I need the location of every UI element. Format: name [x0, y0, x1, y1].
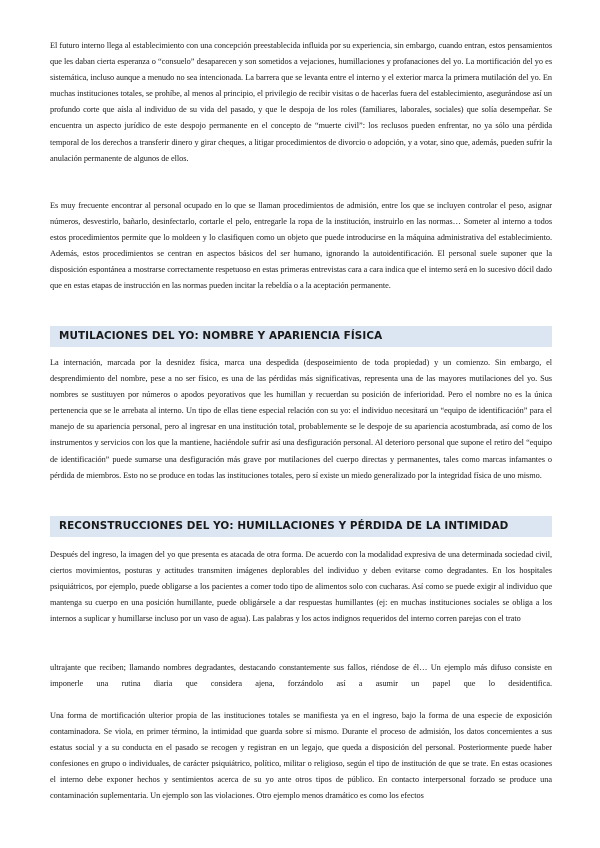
section-heading-mutilaciones: MUTILACIONES DEL YO: NOMBRE Y APARIENCIA FÍSICA	[50, 326, 552, 347]
section-2-paragraph-2: ultrajante que reciben; llamando nombres degradantes, destacando constantemente sus fallos, riéndose de él… Un ejemplo más difuso consiste en imponerle una rutina diaria que considera ajena, forzándolo así a asumir un papel que lo desidentifica.	[50, 663, 552, 689]
section-1-paragraph-1: La internación, marcada por la desnidez física, marca una despedida (desposeimiento de toda propiedad) y un comienzo. Sin embargo, el desprendimiento del nombre, pese a no ser físico, es una de las pérdidas más significativas, representa una de las mayores mutilaciones del yo. Sus nombres se sustituyen por números o apodos peyorativos que les humillan y recuerdan su posición de inferioridad. Pero el nombre no es la única pertenencia que se le arrebata al interno. Un tipo de ellas tiene especial relación con su yo: el individuo necesitará un “equipo de identificación” para el manejo de su apariencia personal, pero al ingresar en una institución total, probablemente se le despoje de su apariencia acostumbrada, así como de los instrumentos y servicios con los que la mantiene, haciéndole sufrir así una desfiguración personal. Al deterioro personal que supone el retiro del “equipo de identificación” puede sumarse una desfiguración más grave por mutilaciones del cuerpo directas y permanentes, tales como marcas infamantes o pérdida de miembros. Esto no se produce en todas las instituciones totales, pero sí existe un miedo generalizado por la integridad física de uno mismo.	[50, 358, 552, 480]
intro-paragraph-2: Es muy frecuente encontrar al personal ocupado en lo que se llaman procedimientos de admisión, entre los que se incluyen controlar el peso, asignar números, desvestirlo, bañarlo, desinfectarlo, cortarle el pelo, entregarle la ropa de la institución, instruirlo en las normas… Someter al interno a todos estos procedimientos permite que lo moldeen y lo clasifiquen como un objeto que puede introducirse en la máquina administrativa del establecimiento. Además, estos procedimientos se centran en aspectos básicos del ser humano, ignorando la autoidentificación. El personal suele suponer que la disposición espontánea a mostrarse correctamente respetuoso en estas primeras entrevistas cara a cara indica que el interno será en lo sucesivo dócil dado que en estas etapas de instrucción en las normas pueden incitar la rebeldía o a la aceptación permanente.	[50, 201, 552, 291]
intro-paragraph-1: El futuro interno llega al establecimiento con una concepción preestablecida influida por su experiencia, sin embargo, cuando entran, estos pensamientos que les daban cierta esperanza o “consuelo” desaparecen y son sometidos a vejaciones, humillaciones y profanaciones del yo. La mortificación del yo es sistemática, incluso aunque a menudo no sea intencionada. La barrera que se levanta entre el interno y el exterior marca la primera mutilación del yo. En muchas instituciones totales, se prohíbe, al menos al principio, el privilegio de recibir visitas o de hacerlas fuera del establecimiento, asegurándose así un profundo corte que aísla al individuo de su vida del pasado, y que le despoja de los roles (familiares, laborales, sociales) que solía desempeñar. Se encuentra un aspecto jurídico de este despojo permanente en el concepto de “muerte civil”: los reclusos pueden enfrentar, no ya sólo una pérdida temporal de los derechos a transferir dinero y girar cheques, a litigar procedimientos de divorcio o adopción, y a votar, sino que, además, pueden sufrir la anulación permanente de algunos de ellos.	[50, 41, 552, 163]
section-2-paragraph-3: Una forma de mortificación ulterior propia de las instituciones totales se manifiesta ya en el ingreso, bajo la forma de una especie de exposición contaminadora. Se viola, en primer término, la intimidad que guarda sobre sí mismo. Durante el proceso de admisión, los datos concernientes a sus estatus social y a su conducta en el pasado se recogen y registran en un legajo, que queda a disposición del personal. Posteriormente puede haber confesiones en grupo o individuales, de carácter psiquiátrico, político, militar o religioso, según el tipo de institución de que se trate. En estas ocasiones el interno debe exponer hechos y sentimientos acerca de su yo ante otros tipos de público. En contacto interpersonal forzado se produce una contaminación suplementaria. Un ejemplo son las violaciones. Otro ejemplo menos dramático es como los efectos	[50, 711, 552, 801]
section-heading-reconstrucciones: RECONSTRUCCIONES DEL YO: HUMILLACIONES Y PÉRDIDA DE LA INTIMIDAD	[50, 516, 552, 537]
section-2-paragraph-1: Después del ingreso, la imagen del yo que presenta es atacada de otra forma. De acuerdo con la modalidad expresiva de una determinada sociedad civil, ciertos movimientos, posturas y actitudes transmiten imágenes deplorables del individuo y deben evitarse como degradantes. En los hospitales psiquiátricos, por ejemplo, puede obligarse a los pacientes a comer todo tipo de alimentos solo con cucharas. Así como se puede exigir al individuo que mantenga su cuerpo en una posición humillante, puede obligársele a dar respuestas humillantes (ej: en muchas instituciones sociales se obliga a los internos a suplicar y humillarse incluso por un vaso de agua). Las palabras y los actos indignos requeridos del interno corren parejas con el trato	[50, 550, 552, 624]
